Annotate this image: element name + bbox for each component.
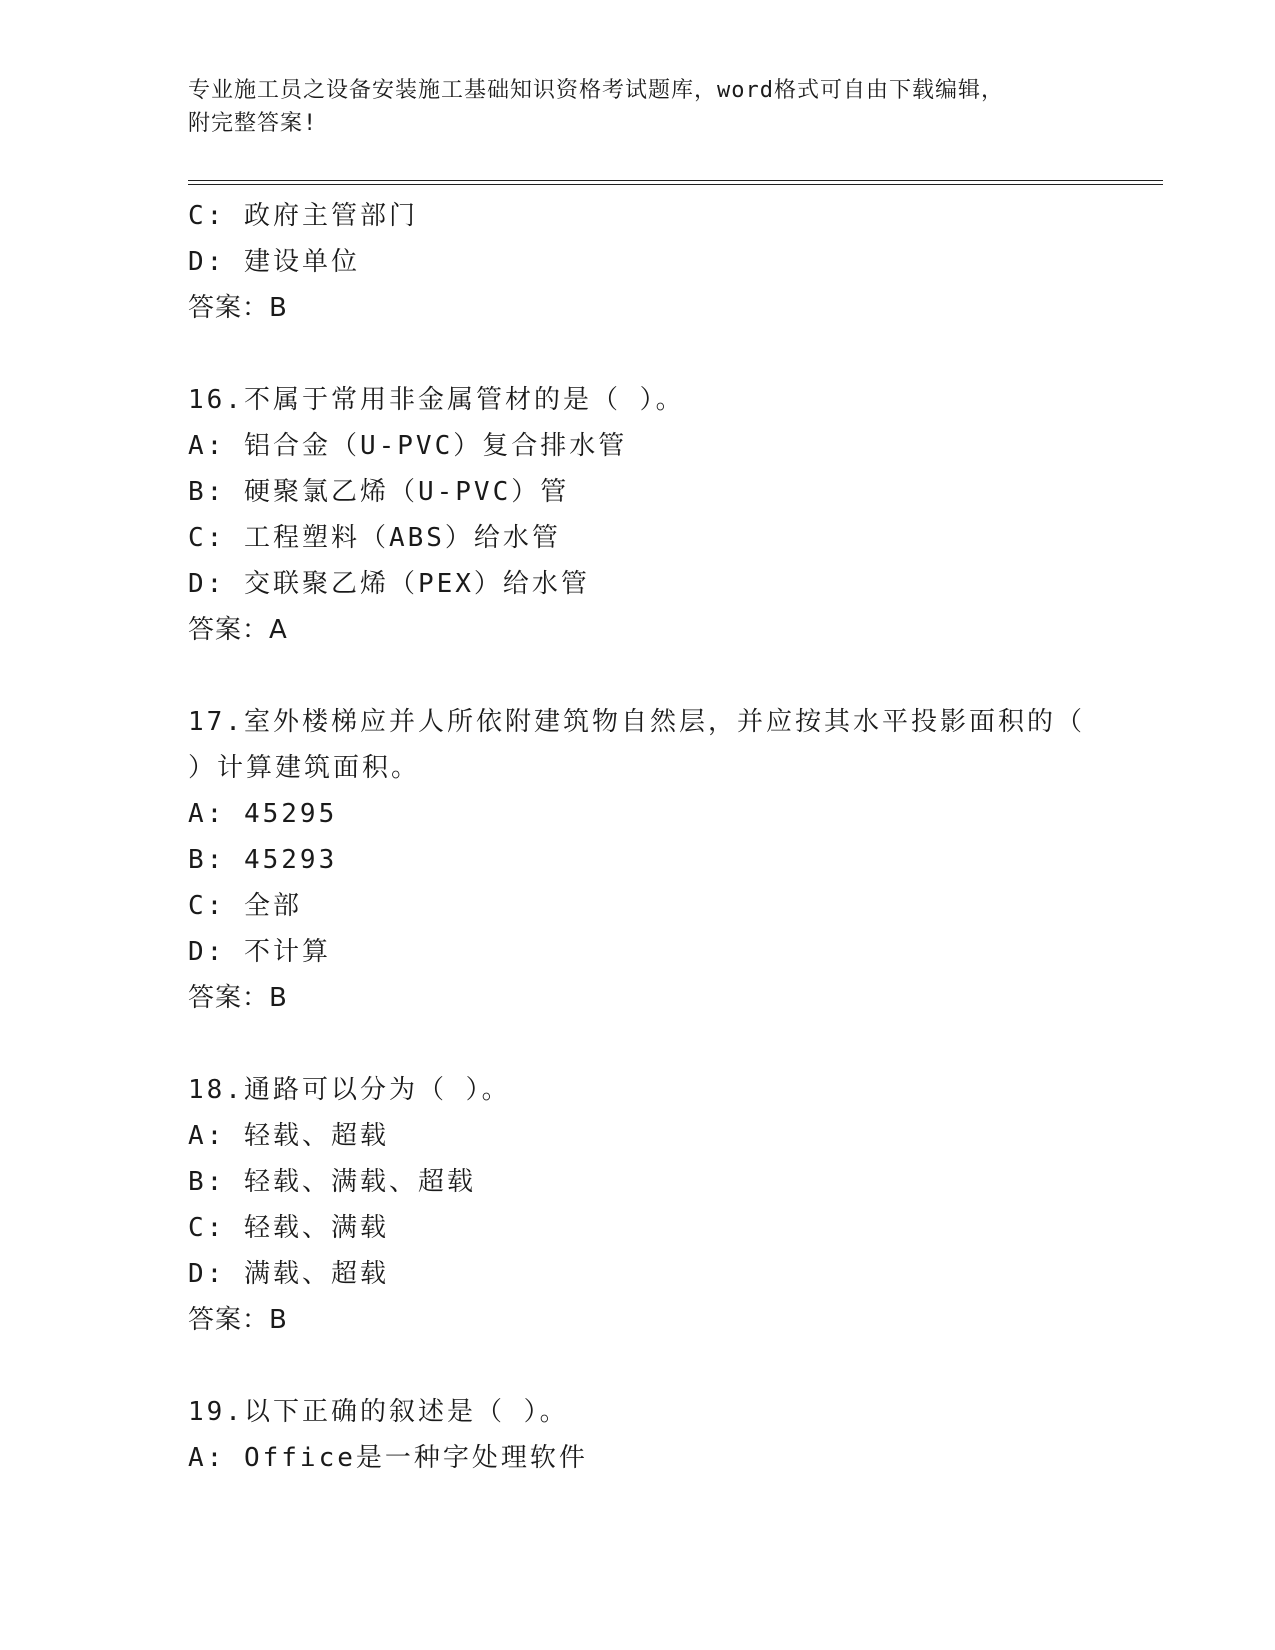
question-stem: 16.不属于常用非金属管材的是（ ）。 xyxy=(188,385,685,415)
spacer xyxy=(188,331,1088,377)
header-divider xyxy=(188,180,1163,185)
option-c: C: 轻载、满载 xyxy=(188,1213,389,1243)
option-d: D: 满载、超载 xyxy=(188,1259,389,1289)
spacer xyxy=(188,1021,1088,1067)
spacer xyxy=(188,653,1088,699)
option-c: C: 全部 xyxy=(188,891,302,921)
option-c: C: 政府主管部门 xyxy=(188,201,418,231)
header-line-1: 专业施工员之设备安装施工基础知识资格考试题库，word格式可自由下载编辑， xyxy=(188,78,1004,103)
option-b: B: 硬聚氯乙烯（U-PVC）管 xyxy=(188,477,570,507)
option-b: B: 45293 xyxy=(188,845,338,875)
option-a: A: 轻载、超载 xyxy=(188,1121,389,1151)
answer: 答案：B xyxy=(188,1305,288,1335)
question-stem-continued: ）计算建筑面积。 xyxy=(188,753,421,783)
option-b: B: 轻载、满载、超载 xyxy=(188,1167,476,1197)
option-c: C: 工程塑料（ABS）给水管 xyxy=(188,523,561,553)
question-stem: 18.通路可以分为（ ）。 xyxy=(188,1075,511,1105)
answer: 答案：B xyxy=(188,293,288,323)
spacer xyxy=(188,1343,1088,1389)
question-stem: 19.以下正确的叙述是（ ）。 xyxy=(188,1397,569,1427)
answer: 答案：B xyxy=(188,983,288,1013)
option-d: D: 交联聚乙烯（PEX）给水管 xyxy=(188,569,590,599)
option-d: D: 不计算 xyxy=(188,937,331,967)
option-a: A: 铝合金（U-PVC）复合排水管 xyxy=(188,431,628,461)
document-header xyxy=(188,74,1088,140)
answer: 答案：A xyxy=(188,615,288,645)
question-list xyxy=(188,193,1088,1481)
option-a: A: 45295 xyxy=(188,799,338,829)
option-d: D: 建设单位 xyxy=(188,247,360,277)
header-line-2: 附完整答案! xyxy=(188,111,318,136)
option-a: A: Office是一种字处理软件 xyxy=(188,1443,588,1473)
question-stem: 17.室外楼梯应并人所依附建筑物自然层，并应按其水平投影面积的（ xyxy=(188,707,1085,737)
